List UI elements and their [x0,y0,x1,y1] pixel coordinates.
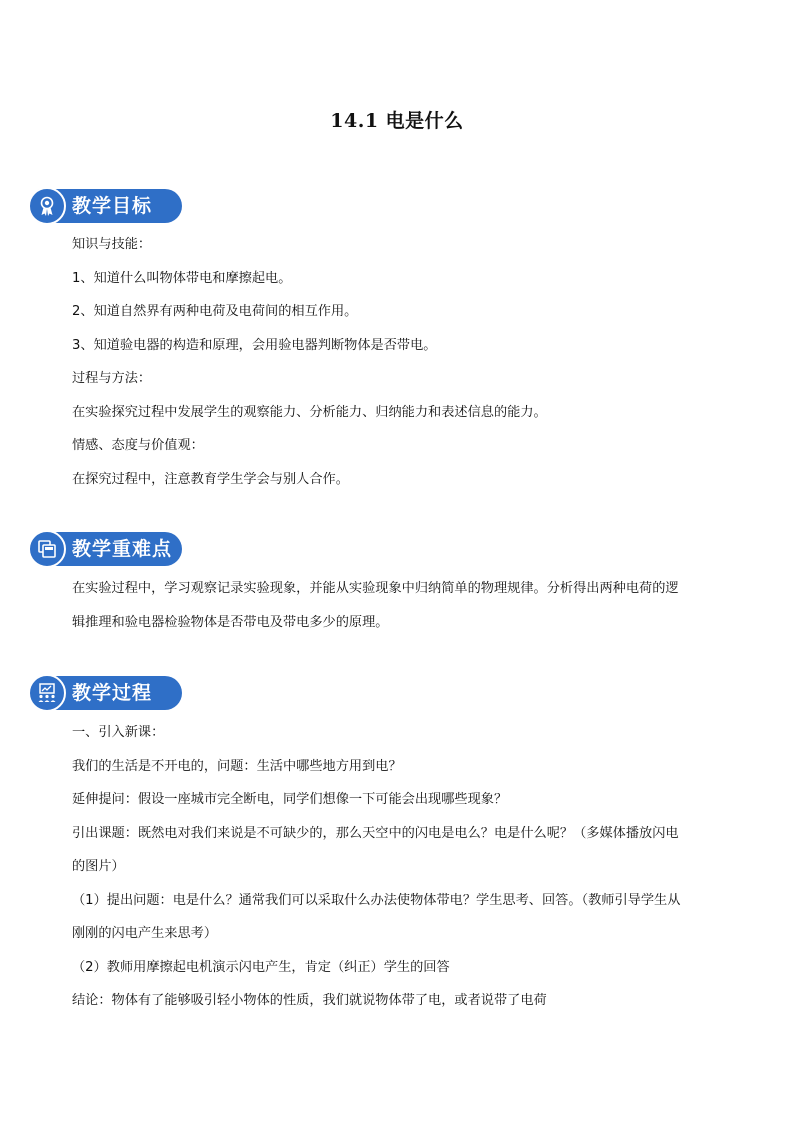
body-line: 在实验过程中，学习观察记录实验现象，并能从实验现象中归纳简单的物理规律。分析得出两种电荷的逻 [72,581,679,596]
section-heading: 教学过程 [72,682,153,704]
body-line: 我们的生活是不开电的，问题：生活中哪些地方用到电？ [72,758,402,774]
body-line: 刚刚的闪电产生来思考） [72,926,218,941]
body-line: 在实验探究过程中发展学生的观察能力、分析能力、归纳能力和表述信息的能力。 [72,404,547,420]
section-body-teaching-process [72,716,732,1018]
body-line: 在探究过程中，注意教育学生学会与别人合作。 [72,471,349,487]
body-line: 过程与方法： [72,371,152,386]
body-line: 1、知道什么叫物体带电和摩擦起电。 [72,270,292,286]
stacked-documents-icon [28,530,66,568]
body-line: 知识与技能： [72,237,152,252]
body-line: （2）教师用摩擦起电机演示闪电产生，肯定（纠正）学生的回答 [72,959,450,975]
section-heading: 教学目标 [72,195,153,217]
body-line: 的图片） [72,859,125,874]
section-body-teaching-goals [72,228,732,496]
section-heading: 教学重难点 [72,538,173,560]
section-body-key-points [72,572,732,639]
presentation-audience-icon [28,674,66,712]
award-ribbon-icon [28,187,66,225]
body-line: 情感、态度与价值观： [72,438,204,453]
page-title: 14.1 电是什么 [330,110,464,132]
body-line: 3、知道验电器的构造和原理，会用验电器判断物体是否带电。 [72,337,437,353]
section-header-teaching-goals [28,187,184,225]
body-line: 辑推理和验电器检验物体是否带电及带电多少的原理。 [72,614,389,630]
section-header-key-points [28,530,184,568]
section-header-teaching-process [28,674,184,712]
body-line: 结论：物体有了能够吸引轻小物体的性质，我们就说物体带了电，或者说带了电荷 [72,993,547,1008]
body-line: 一、引入新课： [72,725,165,740]
body-line: 引出课题：既然电对我们来说是不可缺少的，那么天空中的闪电是电么？电是什么呢？（多媒体播放闪电 [72,825,679,841]
body-line: 延伸提问：假设一座城市完全断电，同学们想像一下可能会出现哪些现象？ [72,792,508,807]
body-line: 2、知道自然界有两种电荷及电荷间的相互作用。 [72,304,358,319]
body-line: （1）提出问题：电是什么？通常我们可以采取什么办法使物体带电？学生思考、回答。（教师引导学生从 [72,892,681,908]
